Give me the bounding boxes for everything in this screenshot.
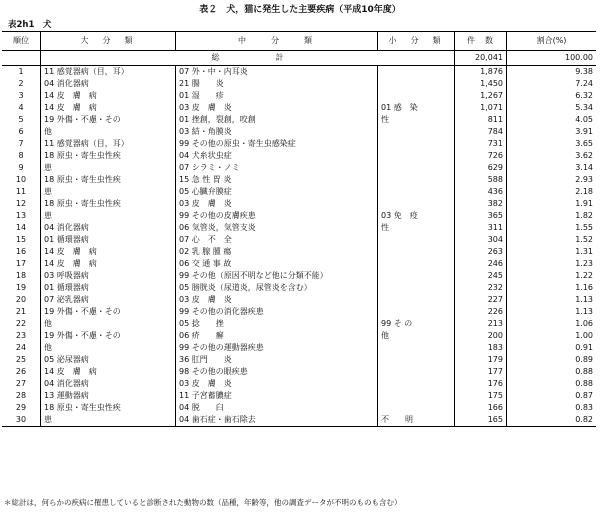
cell-percent: 4.05: [575, 115, 593, 124]
cell-count: 213: [455, 318, 507, 330]
cell-major: 14 皮 膚 病: [41, 102, 176, 114]
cell-middle: 05 捻 挫: [176, 318, 378, 330]
cell-count: 226: [455, 306, 507, 318]
cell-major: 05 泌尿器病: [41, 354, 176, 366]
cell-rank: 25: [2, 354, 41, 366]
table-row: [2, 78, 596, 90]
cell-minor: [378, 246, 455, 258]
cell-count: 246: [455, 258, 507, 270]
cell-percent: 2.18: [575, 187, 593, 196]
cell-count: 365: [455, 210, 507, 222]
cell-major: 04 消化器病: [41, 78, 176, 90]
cell-rank: 29: [2, 402, 41, 414]
cell-percent: 1.22: [575, 271, 593, 280]
cell-count: 1,876: [455, 66, 507, 79]
cell-rank: 28: [2, 390, 41, 402]
cell-count: 811: [455, 114, 507, 126]
cell-count: 1,071: [455, 102, 507, 114]
cell-rank: 10: [2, 174, 41, 186]
table-row: [2, 402, 596, 414]
cell-major: 19 外傷・不慮・その: [41, 330, 176, 342]
cell-rank: 11: [2, 186, 41, 198]
cell-minor: [378, 162, 455, 174]
table-row: [2, 114, 596, 126]
table-row: [2, 198, 596, 210]
cell-percent: 1.00: [575, 331, 593, 340]
cell-major: 14 皮 膚 病: [41, 258, 176, 270]
cell-minor: [378, 78, 455, 90]
cell-count: 436: [455, 186, 507, 198]
cell-rank: 13: [2, 210, 41, 222]
cell-major: 患: [41, 210, 176, 222]
cell-middle: 98 その他の眼疾患: [176, 366, 378, 378]
cell-minor: [378, 354, 455, 366]
header-middle: 中 分 類: [176, 32, 378, 51]
cell-count: 165: [455, 414, 507, 427]
cell-percent: 1.91: [575, 199, 593, 208]
cell-percent: 1.31: [575, 247, 593, 256]
footnote: ＊総計は，何らかの疾病に罹患していると診断された動物の数（品種，年齢等，他の調査データが不明のものも含む）: [4, 498, 402, 507]
cell-middle: 99 その他の皮膚疾患: [176, 210, 378, 222]
cell-count: 179: [455, 354, 507, 366]
cell-rank: 7: [2, 138, 41, 150]
cell-rank: 30: [2, 414, 41, 427]
cell-count: 304: [455, 234, 507, 246]
table-row: [2, 66, 596, 79]
cell-rank: 14: [2, 222, 41, 234]
cell-rank: 4: [2, 102, 41, 114]
cell-percent: 1.16: [575, 283, 593, 292]
cell-middle: 04 脱 臼: [176, 402, 378, 414]
cell-minor: [378, 198, 455, 210]
table-row: [2, 210, 596, 222]
cell-percent: 0.87: [575, 391, 593, 400]
cell-middle: 99 その他の原虫・寄生虫感染症: [176, 138, 378, 150]
cell-percent: 1.06: [575, 319, 593, 328]
cell-minor: 99 そ の: [378, 318, 455, 330]
cell-middle: 04 犬糸状虫症: [176, 150, 378, 162]
cell-rank: 22: [2, 318, 41, 330]
cell-middle: 07 心 不 全: [176, 234, 378, 246]
cell-minor: [378, 378, 455, 390]
cell-middle: 99 その他の運動器疾患: [176, 342, 378, 354]
cell-major: 他: [41, 318, 176, 330]
table-title: 表２ 犬，猫に発生した主要疾病（平成10年度）: [199, 5, 401, 15]
cell-minor: [378, 150, 455, 162]
cell-percent: 3.65: [575, 139, 593, 148]
total-row: [2, 51, 596, 66]
cell-minor: [378, 294, 455, 306]
cell-minor: [378, 270, 455, 282]
table-row: [2, 390, 596, 402]
cell-percent: 9.38: [575, 67, 593, 76]
header-minor: 小 分 類: [378, 32, 455, 51]
cell-percent: 0.88: [575, 379, 593, 388]
cell-count: 175: [455, 390, 507, 402]
cell-minor: [378, 138, 455, 150]
cell-count: 227: [455, 294, 507, 306]
header-row: [2, 32, 596, 51]
table-row: [2, 318, 596, 330]
cell-middle: 02 乳 腺 腫 瘍: [176, 246, 378, 258]
cell-rank: 21: [2, 306, 41, 318]
header-rank: 順位: [2, 32, 41, 51]
table-row: [2, 414, 596, 427]
cell-percent: 0.88: [575, 367, 593, 376]
cell-percent: 1.23: [575, 259, 593, 268]
cell-count: 166: [455, 402, 507, 414]
total-count: 20,041: [455, 51, 507, 66]
cell-percent: 0.91: [575, 343, 593, 352]
table-row: [2, 282, 596, 294]
cell-middle: 06 疥 癬: [176, 330, 378, 342]
table-row: [2, 174, 596, 186]
cell-major: 11 感覚器病（目，耳）: [41, 138, 176, 150]
cell-percent: 0.89: [575, 355, 593, 364]
table-row: [2, 342, 596, 354]
cell-rank: 19: [2, 282, 41, 294]
cell-major: 他: [41, 342, 176, 354]
cell-major: 患: [41, 186, 176, 198]
header-major: 大 分 類: [41, 32, 176, 51]
cell-middle: 03 皮 膚 炎: [176, 198, 378, 210]
cell-rank: 8: [2, 150, 41, 162]
cell-count: 1,450: [455, 78, 507, 90]
cell-middle: 99 その他の消化器疾患: [176, 306, 378, 318]
cell-major: 14 皮 膚 病: [41, 90, 176, 102]
table-row: [2, 90, 596, 102]
table-subtitle: 表2h1 犬: [8, 20, 52, 30]
cell-percent: 3.91: [575, 127, 593, 136]
table-row: [2, 378, 596, 390]
cell-major: 01 循環器病: [41, 234, 176, 246]
cell-minor: 性: [378, 222, 455, 234]
cell-major: 14 皮 膚 病: [41, 366, 176, 378]
cell-middle: 11 子宮蓄膿症: [176, 390, 378, 402]
cell-count: 177: [455, 366, 507, 378]
cell-percent: 0.83: [575, 403, 593, 412]
cell-percent: 1.52: [575, 235, 593, 244]
cell-rank: 3: [2, 90, 41, 102]
cell-rank: 20: [2, 294, 41, 306]
table-row: [2, 258, 596, 270]
cell-minor: [378, 258, 455, 270]
cell-major: 18 原虫・寄生虫性疾: [41, 150, 176, 162]
cell-count: 245: [455, 270, 507, 282]
cell-major: 18 原虫・寄生虫性疾: [41, 174, 176, 186]
cell-percent: 2.93: [575, 175, 593, 184]
cell-minor: 他: [378, 330, 455, 342]
cell-minor: 03 免 疫: [378, 210, 455, 222]
cell-count: 263: [455, 246, 507, 258]
cell-rank: 12: [2, 198, 41, 210]
cell-middle: 06 交 通 事 故: [176, 258, 378, 270]
disease-table: [2, 31, 596, 427]
table-row: [2, 306, 596, 318]
cell-minor: [378, 306, 455, 318]
cell-percent: 6.32: [575, 91, 593, 100]
table-row: [2, 294, 596, 306]
total-percent: 100.00: [507, 51, 597, 66]
cell-percent: 3.14: [575, 163, 593, 172]
table-row: [2, 162, 596, 174]
cell-minor: 01 感 染: [378, 102, 455, 114]
table-row: [2, 138, 596, 150]
cell-minor: [378, 126, 455, 138]
cell-rank: 16: [2, 246, 41, 258]
cell-middle: 05 膀胱炎（尿道炎，尿管炎を含む）: [176, 282, 378, 294]
cell-rank: 5: [2, 114, 41, 126]
cell-rank: 17: [2, 258, 41, 270]
cell-major: 他: [41, 126, 176, 138]
cell-major: 11 感覚器病（目，耳）: [41, 66, 176, 79]
total-label: 総 計: [41, 51, 455, 66]
cell-major: 14 皮 膚 病: [41, 246, 176, 258]
table-row: [2, 246, 596, 258]
cell-major: 01 循環器病: [41, 282, 176, 294]
cell-major: 18 原虫・寄生虫性疾: [41, 198, 176, 210]
cell-rank: 26: [2, 366, 41, 378]
cell-middle: 05 心臓弁膜症: [176, 186, 378, 198]
cell-middle: 03 結・角膜炎: [176, 126, 378, 138]
table-row: [2, 270, 596, 282]
cell-percent: 0.82: [507, 414, 597, 427]
cell-count: 726: [455, 150, 507, 162]
cell-count: 588: [455, 174, 507, 186]
cell-middle: 36 肛門 炎: [176, 354, 378, 366]
cell-minor: [378, 390, 455, 402]
cell-major: 19 外傷・不慮・その: [41, 306, 176, 318]
cell-middle: 03 皮 膚 炎: [176, 102, 378, 114]
cell-minor: 性: [378, 114, 455, 126]
cell-rank: 15: [2, 234, 41, 246]
cell-major: 患: [41, 414, 176, 427]
cell-minor: [378, 282, 455, 294]
table-row: [2, 222, 596, 234]
cell-minor: [378, 90, 455, 102]
table-row: [2, 354, 596, 366]
header-count: 件 数: [455, 32, 507, 51]
cell-percent: 5.34: [575, 103, 593, 112]
cell-middle: 07 シラミ・ノミ: [176, 162, 378, 174]
cell-rank: 6: [2, 126, 41, 138]
cell-count: 232: [455, 282, 507, 294]
table-row: [2, 234, 596, 246]
table-row: [2, 186, 596, 198]
cell-minor: [378, 366, 455, 378]
cell-major: 19 外傷・不慮・その: [41, 114, 176, 126]
cell-percent: 1.13: [575, 307, 593, 316]
cell-percent: 7.24: [575, 79, 593, 88]
cell-major: 18 原虫・寄生虫性疾: [41, 402, 176, 414]
cell-minor: 不 明: [378, 414, 455, 427]
cell-count: 176: [455, 378, 507, 390]
cell-major: 04 消化器病: [41, 222, 176, 234]
cell-count: 200: [455, 330, 507, 342]
cell-rank: 23: [2, 330, 41, 342]
table-row: [2, 150, 596, 162]
cell-minor: [378, 186, 455, 198]
table-row: [2, 126, 596, 138]
cell-major: 13 運動器病: [41, 390, 176, 402]
cell-percent: 3.62: [575, 151, 593, 160]
cell-major: 07 泌乳器病: [41, 294, 176, 306]
cell-rank: 2: [2, 78, 41, 90]
cell-minor: [378, 234, 455, 246]
cell-count: 311: [455, 222, 507, 234]
cell-percent: 1.13: [575, 295, 593, 304]
cell-count: 731: [455, 138, 507, 150]
cell-percent: 1.82: [575, 211, 593, 220]
cell-major: 患: [41, 162, 176, 174]
cell-major: 04 消化器病: [41, 378, 176, 390]
cell-minor: [378, 402, 455, 414]
cell-count: 1,267: [455, 90, 507, 102]
table-row: [2, 330, 596, 342]
cell-count: 629: [455, 162, 507, 174]
cell-middle: 21 腸 炎: [176, 78, 378, 90]
cell-middle: 99 その他（原因不明など他に分類不能）: [176, 270, 378, 282]
cell-rank: 24: [2, 342, 41, 354]
table-row: [2, 366, 596, 378]
cell-middle: 01 湿 疹: [176, 90, 378, 102]
table-row: [2, 102, 596, 114]
cell-minor: [378, 342, 455, 354]
cell-minor: [378, 174, 455, 186]
cell-middle: 06 気管炎，気管支炎: [176, 222, 378, 234]
cell-middle: 03 皮 膚 炎: [176, 378, 378, 390]
cell-rank: 27: [2, 378, 41, 390]
cell-count: 784: [455, 126, 507, 138]
cell-minor: [378, 66, 455, 79]
cell-rank: 18: [2, 270, 41, 282]
cell-middle: 04 歯石症・歯石除去: [176, 414, 378, 427]
cell-percent: 1.55: [575, 223, 593, 232]
cell-count: 183: [455, 342, 507, 354]
cell-rank: 1: [2, 66, 41, 79]
cell-rank: 9: [2, 162, 41, 174]
header-percent: 割合(%): [507, 32, 597, 51]
cell-count: 382: [455, 198, 507, 210]
cell-major: 03 呼吸器病: [41, 270, 176, 282]
cell-middle: 03 皮 膚 炎: [176, 294, 378, 306]
cell-middle: 15 急 性 胃 炎: [176, 174, 378, 186]
cell-middle: 01 挫創，裂創，咬創: [176, 114, 378, 126]
cell-middle: 07 外・中・内耳炎: [176, 66, 378, 79]
